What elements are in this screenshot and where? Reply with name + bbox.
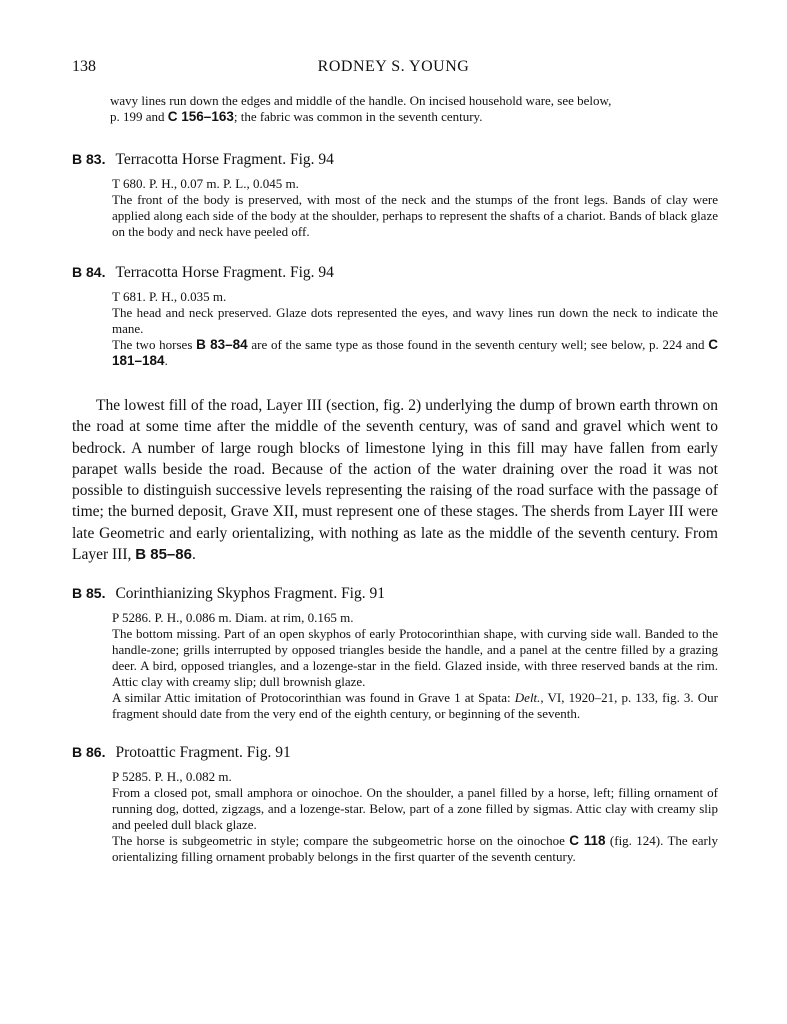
catalog-entry-b84	[72, 262, 718, 369]
entry-commentary: The horse is subgeometric in style; compare the subgeometric horse on the oinochoe C 118 (fig. 124). The early orientalizing filling ornament probably belongs in the first quarter of the seventh century.	[112, 833, 718, 865]
page-header	[0, 58, 787, 82]
entry-title: Protoattic Fragment. Fig. 91	[115, 744, 291, 762]
running-title: RODNEY S. YOUNG	[317, 58, 470, 75]
page-number: 138	[72, 58, 96, 75]
entry-description: The head and neck preserved. Glaze dots represented the eyes, and wavy lines run down the neck to indicate the mane.	[112, 305, 718, 336]
intro-continuation: wavy lines run down the edges and middle of the handle. On incised household ware, see below, p. 199 and C 156–163; the fabric was common in the seventh century.	[110, 93, 612, 124]
entry-body	[72, 176, 718, 240]
cross-reference: B 85–86	[135, 546, 192, 564]
entry-heading	[72, 262, 718, 283]
catalog-entry-b85	[72, 583, 718, 722]
entry-description: The front of the body is preserved, with most of the neck and the stumps of the front legs. Bands of clay were applied along each side of the body at the shoulder, perhaps to represent the shafts of a chariot. Bands of black glaze on the body and neck have peeled off.	[112, 192, 718, 239]
entry-commentary: The two horses B 83–84 are of the same type as those found in the seventh century well; see below, p. 224 and C 181–184.	[112, 337, 719, 368]
entry-heading	[72, 149, 718, 170]
entry-meta: T 681. P. H., 0.035 m.	[112, 289, 227, 304]
entry-heading	[72, 742, 718, 763]
entry-title: Corinthianizing Skyphos Fragment. Fig. 91	[115, 585, 385, 603]
cross-reference: C 118	[569, 833, 606, 849]
catalog-number: B 85.	[72, 585, 106, 602]
catalog-entry-b86	[72, 742, 718, 865]
entry-body	[72, 289, 718, 369]
cross-reference: B 83–84	[196, 337, 248, 352]
entry-description: From a closed pot, small amphora or oinochoe. On the shoulder, a panel filled by a horse, left; filling ornament of running dog, dotted, zigzags, and a lozenge-star. Below, part of a zone filled by sigmas. Attic clay with creamy slip and peeled dull black glaze.	[112, 785, 718, 833]
catalog-entry-b83	[72, 149, 718, 240]
body-paragraph: The lowest fill of the road, Layer III (section, fig. 2) underlying the dump of brown earth thrown on the road at some time after the middle of the seventh century, was of sand and gravel which went to bedrock. A number of large rough blocks of limestone lying in this fill may have fallen from early parapet walls beside the road. Because of the action of the water draining over the road it was not possible to distinguish successive levels representing the raising of the road surface with the passage of time; the burned deposit, Grave XII, must represent one of these stages. The sherds from Layer III were late Geometric and early orientalizing, with nothing as late as the middle of the seventh century. From Layer III, B 85–86.	[72, 397, 718, 564]
entry-commentary: A similar Attic imitation of Protocorinthian was found in Grave 1 at Spata: Delt., VI, 1920–21, p. 133, fig. 3. Our fragment should date from the very end of the eighth century, or beginning of the seventh.	[112, 690, 719, 722]
catalog-number: B 86.	[72, 744, 106, 761]
entry-meta: P 5286. P. H., 0.086 m. Diam. at rim, 0.165 m.	[112, 610, 354, 626]
entry-meta: T 680. P. H., 0.07 m. P. L., 0.045 m.	[112, 176, 299, 191]
entry-heading	[72, 583, 718, 604]
catalog-number: B 83.	[72, 151, 106, 167]
entry-meta: P 5285. P. H., 0.082 m.	[112, 769, 232, 785]
entry-body	[72, 769, 718, 865]
entry-title: Terracotta Horse Fragment. Fig. 94	[115, 151, 334, 168]
catalog-number: B 84.	[72, 264, 106, 280]
cross-reference: C 156–163	[167, 109, 234, 124]
journal-abbreviation: Delt.	[514, 690, 541, 706]
entry-title: Terracotta Horse Fragment. Fig. 94	[115, 264, 334, 281]
cross-reference: C 181–184	[112, 337, 719, 368]
entry-description: The bottom missing. Part of an open skyphos of early Protocorinthian shape, with curving side wall. Banded to the handle-zone; grills interrupted by opposed triangles beside the handle, and a panel at the centre filled by a grazing deer. A bird, opposed triangles, and a lozenge-star in the field. Glazed inside, with three reserved bands at the rim. Attic clay with creamy slip; dull brownish glaze.	[112, 626, 718, 690]
page-content	[72, 93, 718, 865]
entry-body	[72, 610, 718, 722]
